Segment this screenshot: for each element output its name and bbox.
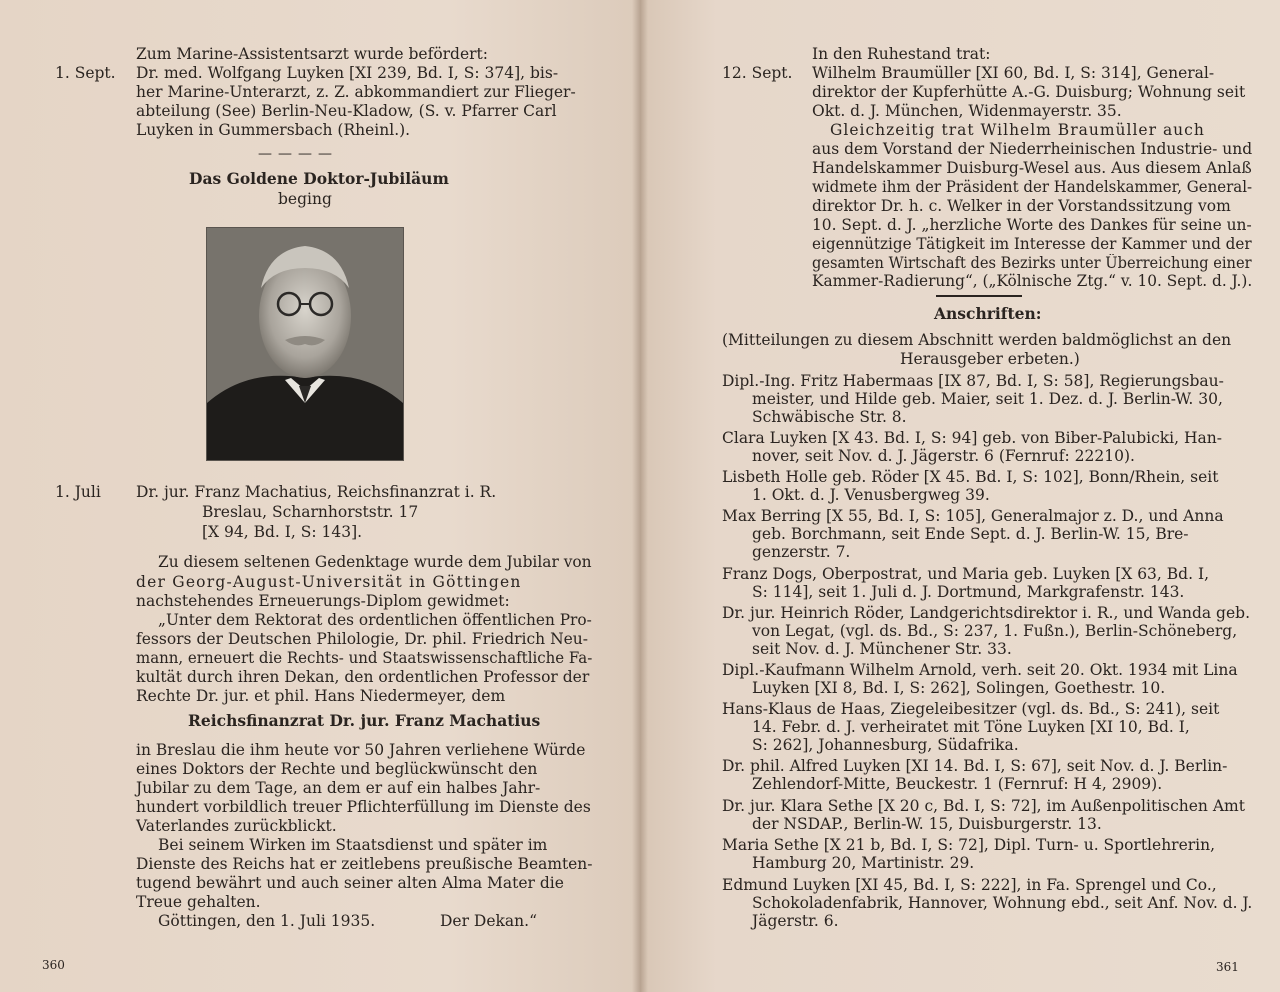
address-entry-cont: der NSDAP., Berlin-W. 15, Duisburgerstr. 13. bbox=[752, 815, 1102, 833]
text-line: Luyken in Gummersbach (Rheinl.). bbox=[136, 121, 411, 139]
address-entry-cont: meister, und Hilde geb. Maier, seit 1. Dez. d. J. Berlin-W. 30, bbox=[752, 390, 1223, 408]
text-line: nachstehendes Erneuerungs-Diplom gewidmet: bbox=[136, 592, 510, 610]
text-line: Jubilar zu dem Tage, an dem er auf ein halbes Jahr- bbox=[136, 779, 541, 797]
address-entry-cont: seit Nov. d. J. Münchener Str. 33. bbox=[752, 640, 1012, 658]
entry-date: 1. Juli bbox=[55, 483, 101, 501]
address-entry-cont: Schwäbische Str. 8. bbox=[752, 408, 907, 426]
address-entry-cont: genzerstr. 7. bbox=[752, 543, 851, 561]
text-line: Kammer-Radierung“, („Kölnische Ztg.“ v. 10. Sept. d. J.). bbox=[812, 272, 1253, 290]
address-entry: Edmund Luyken [XI 45, Bd. I, S: 222], in Fa. Sprengel und Co., bbox=[722, 876, 1217, 894]
text-line: direktor der Kupferhütte A.-G. Duisburg; Wohnung seit bbox=[812, 83, 1246, 101]
text-line: fessors der Deutschen Philologie, Dr. phil. Friedrich Neu- bbox=[136, 630, 589, 648]
address-entry: Dr. jur. Heinrich Röder, Landgerichtsdirektor i. R., und Wanda geb. bbox=[722, 604, 1250, 622]
text-line: abteilung (See) Berlin-Neu-Kladow, (S. v. Pfarrer Carl bbox=[136, 102, 557, 120]
addresses-heading: Anschriften: bbox=[934, 304, 1042, 323]
text-line: Handelskammer Duisburg-Wesel aus. Aus diesem Anlaß bbox=[812, 159, 1252, 177]
address-entry: Lisbeth Holle geb. Röder [X 45. Bd. I, S: 102], Bonn/Rhein, seit bbox=[722, 468, 1219, 486]
address-entry-cont: S: 114], seit 1. Juli d. J. Dortmund, Markgrafenstr. 143. bbox=[752, 583, 1185, 601]
text-line: (Mitteilungen zu diesem Abschnitt werden baldmöglichst an den bbox=[722, 331, 1232, 349]
address-entry: Dipl.-Kaufmann Wilhelm Arnold, verh. seit 20. Okt. 1934 mit Lina bbox=[722, 661, 1238, 679]
address-entry-cont: 14. Febr. d. J. verheiratet mit Töne Luyken [XI 10, Bd. I, bbox=[752, 718, 1190, 736]
address-entry: Hans-Klaus de Haas, Ziegeleibesitzer (vgl. ds. Bd., S: 241), seit bbox=[722, 700, 1220, 718]
address-entry: Maria Sethe [X 21 b, Bd. I, S: 72], Dipl. Turn- u. Sportlehrerin, bbox=[722, 836, 1216, 854]
text-line: aus dem Vorstand der Niederrheinischen Industrie- und bbox=[812, 140, 1253, 158]
address-entry: Clara Luyken [X 43. Bd. I, S: 94] geb. von Biber-Palubicki, Han- bbox=[722, 429, 1222, 447]
page-number: 360 bbox=[42, 958, 65, 972]
text-line: eigennützige Tätigkeit im Interesse der Kammer und der bbox=[812, 235, 1252, 253]
text-line: 10. Sept. d. J. „herzliche Worte des Dankes für seine un- bbox=[812, 216, 1252, 234]
section-subheading: beging bbox=[278, 190, 332, 208]
portrait-image bbox=[207, 228, 403, 460]
retirement-heading: In den Ruhestand trat: bbox=[812, 45, 991, 63]
text-line: Wilhelm Braumüller [XI 60, Bd. I, S: 314], General- bbox=[812, 64, 1215, 82]
text-line: Dienste des Reichs hat er zeitlebens preußische Beamten- bbox=[136, 855, 593, 873]
address-entry-cont: nover, seit Nov. d. J. Jägerstr. 6 (Fernruf: 22210). bbox=[752, 447, 1135, 465]
text-line: hundert vorbildlich treuer Pflichterfüllung im Dienste des bbox=[136, 798, 591, 816]
text-line: der Georg-August-Universität in Göttingen bbox=[136, 573, 522, 591]
text-line: „Unter dem Rektorat des ordentlichen öffentlichen Pro- bbox=[158, 611, 592, 629]
text-line: mann, erneuert die Rechts- und Staatswissenschaftliche Fa- bbox=[136, 649, 593, 667]
text-line: tugend bewährt und auch seiner alten Alma Mater die bbox=[136, 874, 564, 892]
address-entry-cont: Jägerstr. 6. bbox=[752, 912, 839, 930]
text-line: Dr. med. Wolfgang Luyken [XI 239, Bd. I, S: 374], bis- bbox=[136, 64, 559, 82]
text-line: widmete ihm der Präsident der Handelskammer, General- bbox=[812, 178, 1253, 196]
text-line: Gleichzeitig trat Wilhelm Braumüller auch bbox=[830, 121, 1205, 139]
address-entry-cont: Luyken [XI 8, Bd. I, S: 262], Solingen, Goethestr. 10. bbox=[752, 679, 1166, 697]
text-line: direktor Dr. h. c. Welker in der Vorstandssitzung vom bbox=[812, 197, 1231, 215]
heading-rule bbox=[936, 295, 1022, 297]
text-line: Treue gehalten. bbox=[136, 893, 261, 911]
address-entry-cont: S: 262], Johannesburg, Südafrika. bbox=[752, 736, 1019, 754]
page-number: 361 bbox=[1216, 960, 1239, 974]
address-entry: Dipl.-Ing. Fritz Habermaas [IX 87, Bd. I, S: 58], Regierungsbau- bbox=[722, 372, 1224, 390]
text-line: Zu diesem seltenen Gedenktage wurde dem Jubilar von bbox=[158, 553, 592, 571]
text-line: kultät durch ihren Dekan, den ordentlichen Professor der bbox=[136, 668, 590, 686]
portrait-photo bbox=[206, 227, 404, 461]
address-entry-cont: geb. Borchmann, seit Ende Sept. d. J. Berlin-W. 15, Bre- bbox=[752, 525, 1189, 543]
address-entry-cont: Hamburg 20, Martinistr. 29. bbox=[752, 854, 975, 872]
text-line: Bei seinem Wirken im Staatsdienst und später im bbox=[158, 836, 548, 854]
text-line: her Marine-Unterarzt, z. Z. abkommandiert zur Flieger- bbox=[136, 83, 576, 101]
address-entry-cont: Zehlendorf-Mitte, Beuckestr. 1 (Fernruf: H 4, 2909). bbox=[752, 775, 1163, 793]
address-entry-cont: 1. Okt. d. J. Venusbergweg 39. bbox=[752, 486, 990, 504]
promotion-heading: Zum Marine-Assistentsarzt wurde befördert: bbox=[136, 45, 489, 63]
entry-date: 1. Sept. bbox=[55, 64, 116, 82]
text-line: Dr. jur. Franz Machatius, Reichsfinanzrat i. R. bbox=[136, 483, 497, 501]
entry-date: 12. Sept. bbox=[722, 64, 793, 82]
text-line: Breslau, Scharnhorststr. 17 bbox=[202, 503, 419, 521]
address-entry-cont: Schokoladenfabrik, Hannover, Wohnung ebd., seit Anf. Nov. d. J. bbox=[752, 894, 1253, 912]
address-entry: Max Berring [X 55, Bd. I, S: 105], Generalmajor z. D., und Anna bbox=[722, 507, 1224, 525]
text-line: Okt. d. J. München, Widenmayerstr. 35. bbox=[812, 102, 1122, 120]
text-line: in Breslau die ihm heute vor 50 Jahren verliehene Würde bbox=[136, 741, 586, 759]
address-entry-cont: von Legat, (vgl. ds. Bd., S: 237, 1. Fußn.), Berlin-Schöneberg, bbox=[752, 622, 1238, 640]
separator-dashes: ———— bbox=[258, 146, 338, 162]
book-gutter bbox=[632, 0, 648, 992]
address-entry: Dr. jur. Klara Sethe [X 20 c, Bd. I, S: 72], im Außenpolitischen Amt bbox=[722, 797, 1245, 815]
text-line: [X 94, Bd. I, S: 143]. bbox=[202, 523, 363, 541]
text-line: eines Doktors der Rechte und beglückwünscht den bbox=[136, 760, 538, 778]
signature-place-date: Göttingen, den 1. Juli 1935. bbox=[158, 912, 376, 930]
address-entry: Franz Dogs, Oberpostrat, und Maria geb. Luyken [X 63, Bd. I, bbox=[722, 565, 1209, 583]
text-line: gesamten Wirtschaft des Bezirks unter Überreichung einer bbox=[812, 254, 1252, 272]
section-heading: Das Goldene Doktor-Jubiläum bbox=[189, 169, 449, 188]
text-line: Rechte Dr. jur. et phil. Hans Niedermeyer, dem bbox=[136, 687, 506, 705]
text-line: Herausgeber erbeten.) bbox=[900, 350, 1080, 368]
honoree-name: Reichsfinanzrat Dr. jur. Franz Machatius bbox=[188, 711, 541, 730]
address-entry: Dr. phil. Alfred Luyken [XI 14. Bd. I, S: 67], seit Nov. d. J. Berlin- bbox=[722, 757, 1228, 775]
signature-dean: Der Dekan.“ bbox=[440, 912, 538, 930]
text-line: Vaterlandes zurückblickt. bbox=[136, 817, 337, 835]
